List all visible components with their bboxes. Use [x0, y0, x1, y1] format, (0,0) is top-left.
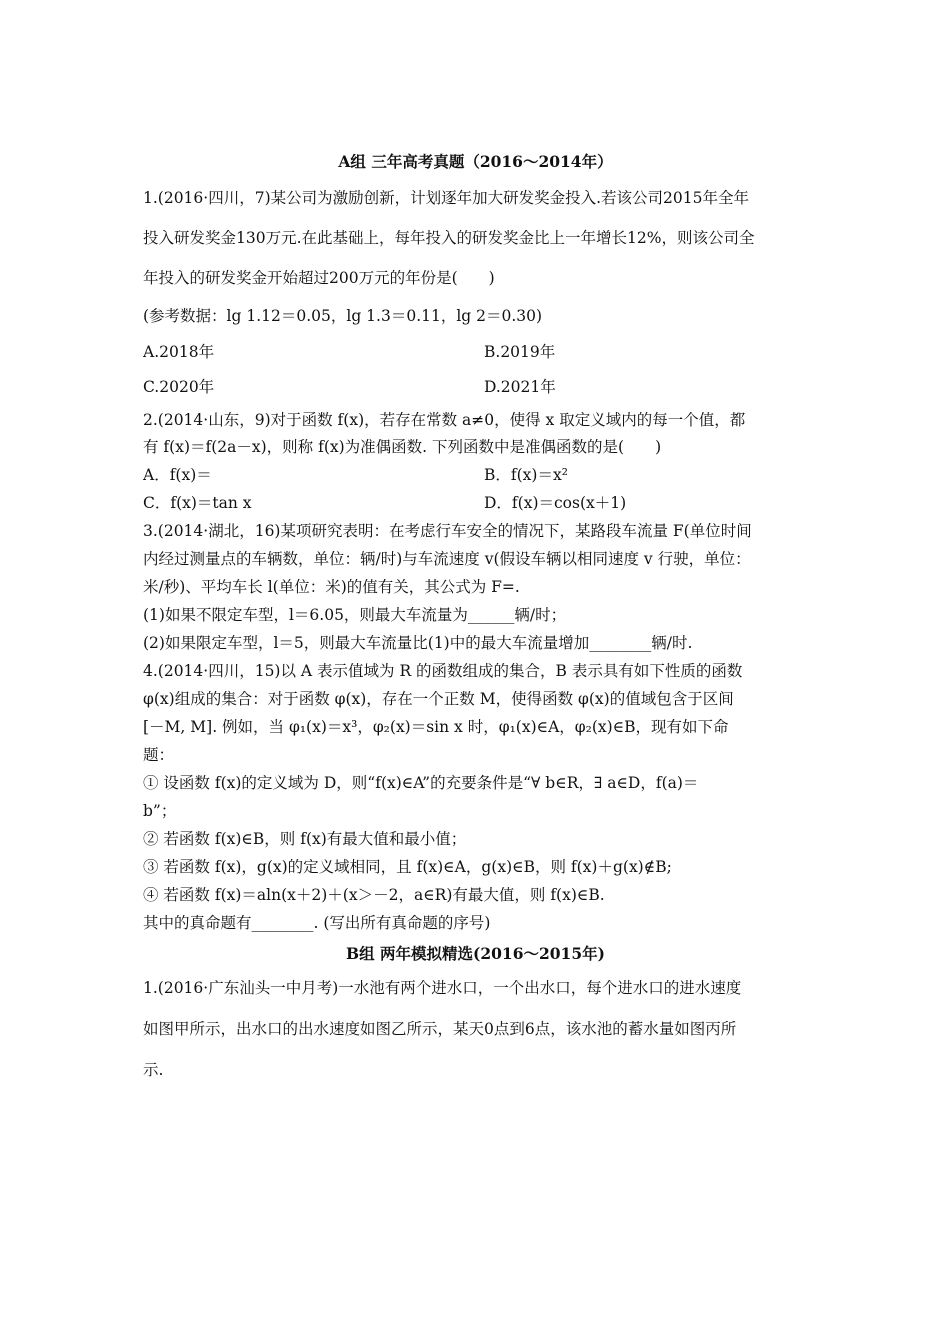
q4-answer-prompt: 其中的真命题有________. (写出所有真命题的序号)	[143, 914, 491, 932]
q4-statement-1a: ① 设函数 f(x)的定义域为 D，则“f(x)∈A”的充要条件是“∀ b∈R，∃ a∈D，f(a)＝	[143, 774, 699, 792]
q1-option-a: A.2018年	[143, 343, 215, 361]
q3-part-1: (1)如果不限定车型，l＝6.05，则最大车流量为______辆/时；	[143, 606, 567, 624]
q2-option-d: D．f(x)＝cos(x＋1)	[484, 494, 627, 512]
section-a-title: A组 三年高考真题（2016～2014年）	[338, 152, 613, 171]
q1-option-c: C.2020年	[143, 378, 215, 396]
q4-line-1: 4.(2014·四川，15)以 A 表示值域为 R 的函数组成的集合，B 表示具有如下性质的函数	[143, 662, 743, 680]
q4-statement-4: ④ 若函数 f(x)＝aln(x＋2)＋(x＞－2，a∈R)有最大值，则 f(x)∈B.	[143, 886, 605, 904]
q3-line-1: 3.(2014·湖北，16)某项研究表明：在考虑行车安全的情况下，某路段车流量 F(单位时间	[143, 522, 752, 540]
q3-line-3: 米/秒)、平均车长 l(单位：米)的值有关，其公式为 F=.	[143, 578, 520, 596]
q4-statement-1b: b”；	[143, 802, 177, 820]
q4-statement-3: ③ 若函数 f(x)，g(x)的定义域相同，且 f(x)∈A，g(x)∈B，则 f(x)＋g(x)∉B;	[143, 858, 672, 876]
q1-line-1: 1.(2016·四川，7)某公司为激励创新，计划逐年加大研发奖金投入.若该公司2015年全年	[143, 189, 749, 207]
b-q1-line-2: 如图甲所示，出水口的出水速度如图乙所示，某天0点到6点，该水池的蓄水量如图丙所	[143, 1020, 737, 1038]
q2-option-c: C．f(x)＝tan x	[143, 494, 252, 512]
q2-line-1: 2.(2014·山东，9)对于函数 f(x)，若存在常数 a≠0，使得 x 取定义域内的每一个值，都	[143, 411, 746, 429]
q1-option-d: D.2021年	[484, 378, 556, 396]
q4-line-4: 题：	[143, 746, 175, 764]
q2-option-a: A．f(x)＝	[143, 466, 212, 484]
q1-reference-data: (参考数据：lg 1.12＝0.05，lg 1.3＝0.11，lg 2＝0.30)	[143, 307, 543, 325]
q4-line-2: φ(x)组成的集合：对于函数 φ(x)，存在一个正数 M，使得函数 φ(x)的值域包含于区间	[143, 690, 734, 708]
q2-option-b: B．f(x)＝x²	[484, 466, 568, 484]
q4-line-3: [－M, M]. 例如，当 φ₁(x)＝x³，φ₂(x)＝sin x 时，φ₁(x)∈A，φ₂(x)∈B，现有如下命	[143, 718, 729, 736]
q1-line-2: 投入研发奖金130万元.在此基础上，每年投入的研发奖金比上一年增长12%，则该公司全	[143, 229, 755, 247]
q2-line-2: 有 f(x)＝f(2a－x)，则称 f(x)为准偶函数. 下列函数中是准偶函数的是( )	[143, 438, 662, 456]
q3-part-2: (2)如果限定车型，l＝5，则最大车流量比(1)中的最大车流量增加________辆/时.	[143, 634, 693, 652]
q3-line-2: 内经过测量点的车辆数，单位：辆/时)与车流速度 v(假设车辆以相同速度 v 行驶，单位：	[143, 550, 751, 568]
section-b-title: B组 两年模拟精选(2016～2015年)	[346, 944, 605, 963]
q1-line-3: 年投入的研发奖金开始超过200万元的年份是( )	[143, 269, 495, 287]
b-q1-line-1: 1.(2016·广东汕头一中月考)一水池有两个进水口，一个出水口，每个进水口的进水速度	[143, 979, 742, 997]
b-q1-line-3: 示.	[143, 1061, 164, 1079]
q1-option-b: B.2019年	[484, 343, 556, 361]
q4-statement-2: ② 若函数 f(x)∈B，则 f(x)有最大值和最小值；	[143, 830, 467, 848]
